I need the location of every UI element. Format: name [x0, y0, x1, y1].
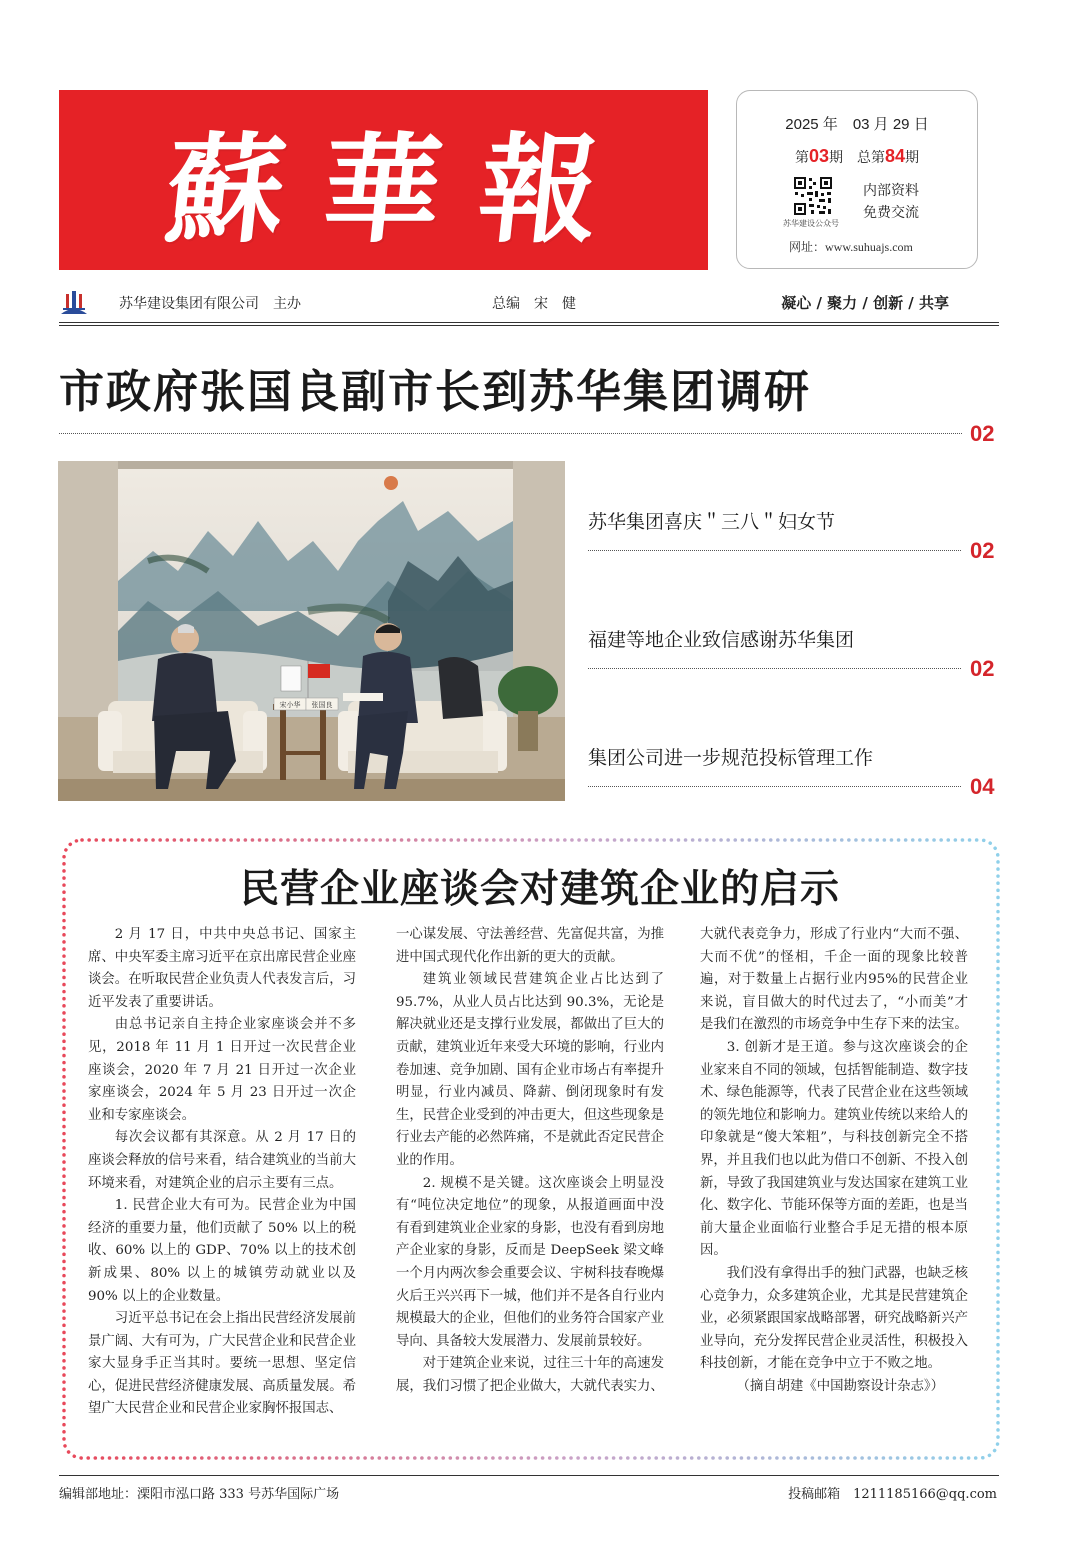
issue-number: 第03期 总第84期	[794, 146, 920, 166]
submission-email[interactable]: 投稿邮箱 1211185166@qq.com	[788, 1487, 997, 1502]
toc-item[interactable]: 集团公司进一步规范投标管理工作	[588, 747, 874, 769]
company-logo-icon	[59, 290, 89, 316]
paragraph: 由总书记亲自主持企业家座谈会并不多见，2018 年 11 月 1 日开过一次民营企业座谈会，2020 年 7 月 21 日开过一次企业家座谈会，2024 年 5 月 23 日开过一次企业和专家座谈会。	[88, 1017, 356, 1123]
article-source: （摘自胡建《中国勘察设计杂志》）	[736, 1378, 944, 1394]
qr-code-icon	[793, 176, 833, 216]
toc-item[interactable]: 苏华集团喜庆＂三八＂妇女节	[588, 511, 836, 533]
paragraph: 对于建筑企业来说，过往三十年的高速发展，我们习惯了把企业做大，大就代表实力、	[396, 1356, 664, 1394]
slogan: 凝心 / 聚力 / 创新 / 共享	[781, 294, 949, 312]
meeting-photo-illustration	[58, 461, 565, 801]
paragraph: 2. 规模不是关键。这次座谈会上明显没有“吨位决定地位”的现象，从报道画面中没有看到建筑业企业家的身影，也没有看到房地产企业家的身影，反而是 DeepSeek 梁文峰一个月内两次参会重要会议、宇树科技春晚爆火后王兴兴再下一城，他们并不是各自行业内规模最大的企业，但他们的业务符合国家产业导向、具备较大发展潜力、发展前景较好。	[396, 1175, 664, 1349]
logo-char: 報	[472, 120, 605, 259]
paragraph: 我们没有拿得出手的独门武器，也缺乏核心竞争力，众多建筑企业，尤其是民营建筑企业，必须紧跟国家战略部署，研究战略新兴产业导向，充分发挥民营企业灵活性，积极投入科技创新，才能在竞争中立于不败之地。	[700, 1265, 968, 1372]
article-column-3	[700, 924, 968, 1398]
logo-char: 華	[316, 120, 449, 259]
issue-info-box	[736, 90, 978, 269]
newspaper-logo	[59, 90, 708, 270]
footer-divider	[59, 1475, 999, 1476]
paragraph: 习近平总书记在会上指出民营经济发展前景广阔、大有可为，广大民营企业和民营企业家大显身手正当其时。要统一思想、坚定信心，促进民营经济健康发展、高质量发展。希望广大民营企业和民营企业家胸怀报国志、	[88, 1311, 356, 1417]
divider	[59, 325, 999, 326]
paragraph: 建筑业领域民营建筑企业占比达到了 95.7%，从业人员占比达到 90.3%，无论是解决就业还是支撑行业发展，都做出了巨大的贡献，建筑业近年来受大环境的影响，行业内卷加速、竞争加剧、国有企业市场占有率提升明显，行业内减员、降薪、倒闭现象时有发生，民营企业受到的冲击更大，但这些现象是行业去产能的必然阵痛，不是就此否定民营企业的作用。	[396, 972, 664, 1168]
qr-caption: 苏华建设公众号	[783, 219, 839, 228]
masthead-banner	[59, 90, 708, 270]
article-column-1	[88, 924, 356, 1421]
paragraph: 一心谋发展、守法善经营、先富促共富，为推进中国式现代化作出新的更大的贡献。	[396, 927, 664, 965]
chief-editor: 总编 宋 健	[492, 295, 576, 311]
lead-headline[interactable]: 市政府张国良副市长到苏华集团调研	[59, 365, 812, 418]
paragraph: 3. 创新才是王道。参与这次座谈会的企业家来自不同的领域，包括智能制造、数字技术、绿色能源等，代表了民营企业在这些领域的领先地位和影响力。建筑业传统以来给人的印象就是“傻大笨粗”，与科技创新完全不搭界，并且我们也以此为借口不创新、不投入创新，导致了我国建筑业与发达国家在建筑工业化、数字化、节能环保等方面的差距，也是当前大量企业面临行业整合手足无措的根本原因。	[700, 1039, 968, 1259]
toc-page-number: 04	[970, 774, 995, 799]
distribution-note: 内部资料 免费交流	[863, 182, 919, 220]
website-link[interactable]: 网址：www.suhuajs.com	[789, 240, 913, 254]
dotted-leader	[59, 433, 962, 434]
logo-char: 蘇	[160, 120, 293, 259]
paragraph: 1. 民营企业大有可为。民营企业为中国经济的重要力量，他们贡献了 50% 以上的税收、60% 以上的 GDP、70% 以上的技术创新成果、80% 以上的城镇劳动就业以及 90% 以上的企业数量。	[88, 1198, 356, 1304]
nameplate-left: 宋小华	[279, 701, 301, 709]
issue-date: 2025 年 03 月 29 日	[785, 116, 929, 133]
nameplate-right: 张国良	[311, 701, 333, 709]
paragraph: 每次会议都有其深意。从 2 月 17 日的座谈会释放的信号来看，结合建筑业的当前大环境来看，对建筑企业的启示主要有三点。	[88, 1130, 356, 1191]
toc-page-number: 02	[970, 538, 995, 563]
headline-page-number: 02	[970, 421, 995, 446]
toc-item[interactable]: 福建等地企业致信感谢苏华集团	[588, 629, 855, 651]
article-title: 民营企业座谈会对建筑企业的启示	[239, 866, 840, 912]
dotted-leader	[588, 550, 961, 551]
divider	[59, 322, 999, 323]
article-column-2	[396, 924, 664, 1398]
dotted-leader	[588, 786, 961, 787]
dotted-leader	[588, 668, 961, 669]
paragraph: 2 月 17 日，中共中央总书记、国家主席、中央军委主席习近平在京出席民营企业座谈会。在听取民营企业负责人代表发言后，习近平发表了重要讲话。	[88, 927, 356, 1010]
publisher-name: 苏华建设集团有限公司 主办	[119, 295, 301, 311]
meeting-photo	[58, 461, 565, 801]
toc-page-number: 02	[970, 656, 995, 681]
editorial-address: 编辑部地址：溧阳市泓口路 333 号苏华国际广场	[59, 1487, 340, 1502]
paragraph: 大就代表竞争力，形成了行业内“大而不强、大而不优”的怪相，千企一面的现象比较普遍，对于数量上占据行业内95%的民营企业来说，盲目做大的时代过去了，“小而美”才是我们在激烈的市场竞争中生存下来的法宝。	[700, 927, 968, 1033]
publisher-bar	[59, 288, 999, 318]
